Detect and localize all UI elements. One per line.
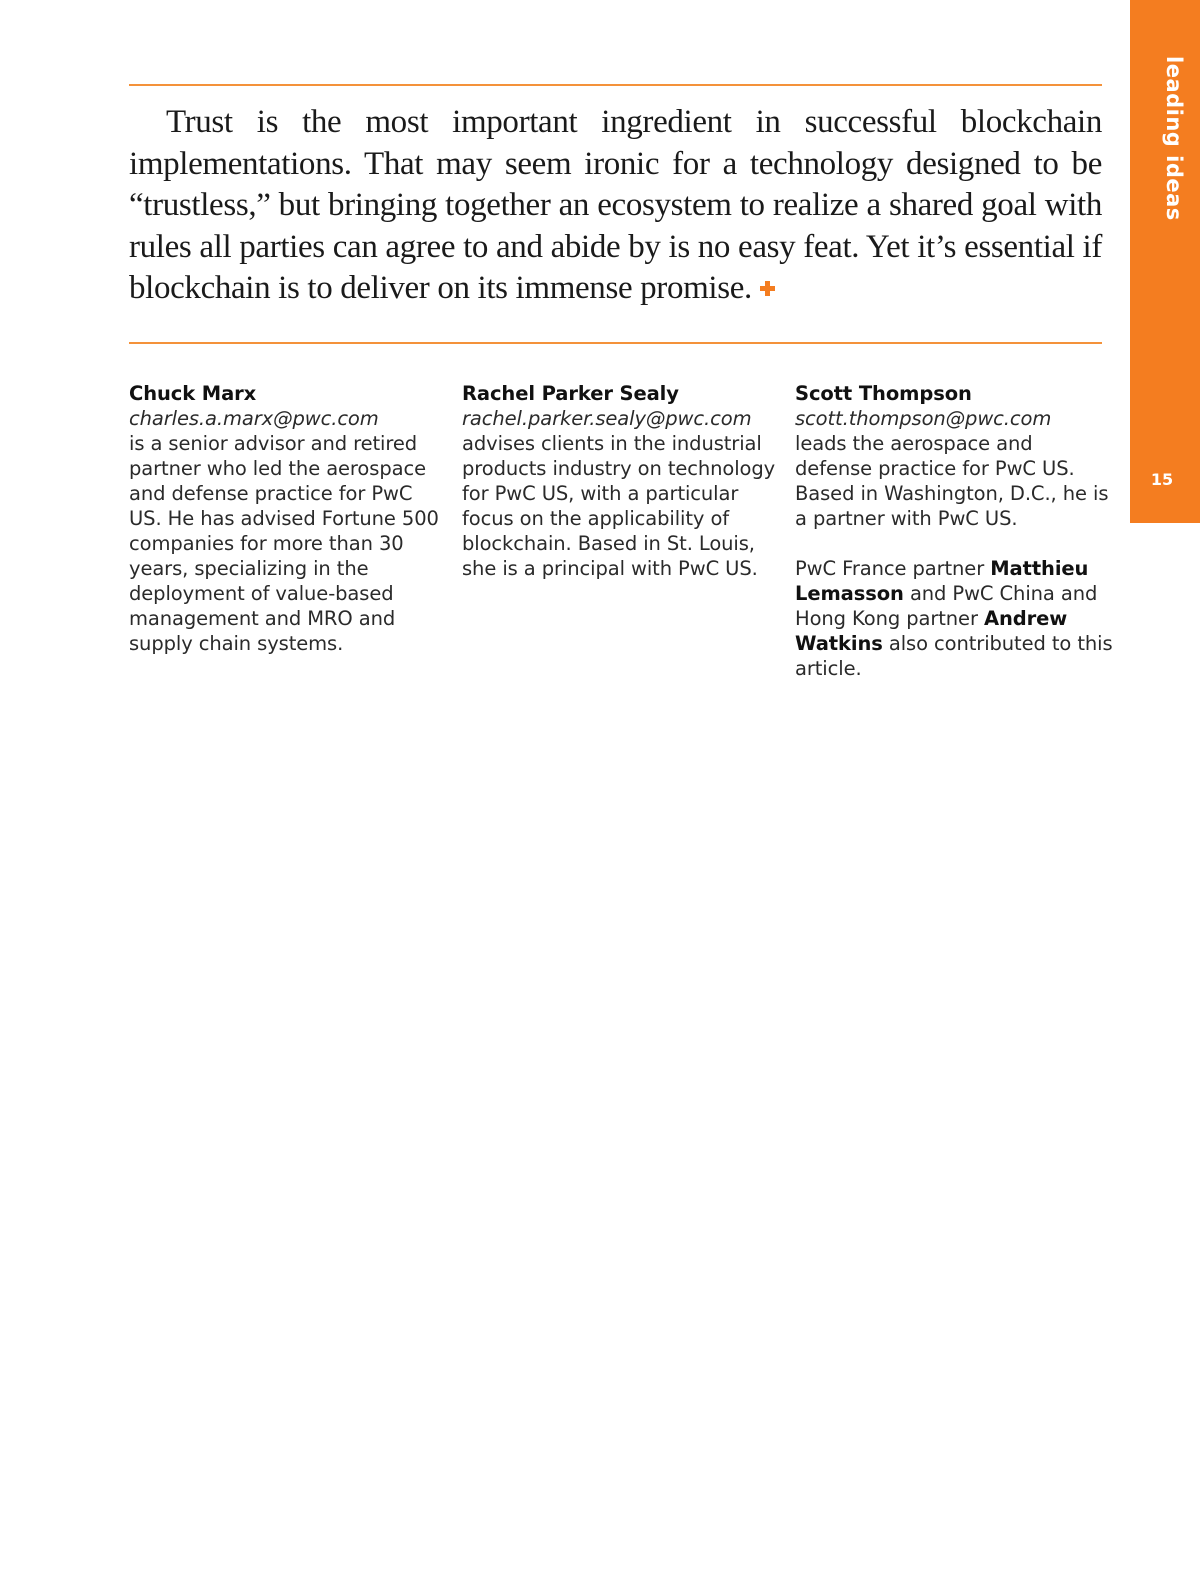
plus-icon <box>760 281 775 296</box>
author-description: is a senior advisor and retired partner who led the aerospace and defense practice for PwC US. He has advised Fortune 500 companies for more than 30 years, specializing in the deployment of value-based management and MRO and supply chain systems. <box>129 432 439 655</box>
section-title: leading ideas <box>1162 56 1186 221</box>
contributor-name: Matthieu Lemasson <box>795 557 1089 605</box>
top-divider <box>129 84 1102 86</box>
author-bio-chuck-marx <box>129 381 447 656</box>
bottom-divider <box>129 342 1102 344</box>
contributors-prefix: PwC France partner <box>795 557 985 580</box>
author-email[interactable]: rachel.parker.sealy@pwc.com <box>462 407 752 430</box>
page-number: 15 <box>1150 470 1174 489</box>
author-name: Scott Thompson <box>795 382 972 405</box>
author-description: leads the aerospace and defense practice for PwC US. Based in Washington, D.C., he is a partner with PwC US. <box>795 432 1109 530</box>
contributors-suffix: also contributed to this article. <box>795 632 1113 680</box>
contributor-name: Andrew Watkins <box>795 607 1068 655</box>
author-name: Rachel Parker Sealy <box>462 382 679 405</box>
author-description: advises clients in the industrial products industry on technology for PwC US, with a particular focus on the applicability of blockchain. Based in St. Louis, she is a principal with PwC US. <box>462 432 776 580</box>
author-name: Chuck Marx <box>129 382 257 405</box>
closing-text: Trust is the most important ingredient in successful blockchain implementations. That may seem ironic for a technology designed to be “trustless,” but bringing together an ecosystem to realize a shared goal with rules all parties can agree to and abide by is no easy feat. Yet it’s essential if blockchain is to deliver on its immense promise. <box>129 104 1102 306</box>
author-bio-scott-thompson <box>795 381 1113 681</box>
closing-paragraph <box>129 102 1102 310</box>
contributors-middle: and PwC China and Hong Kong partner <box>795 582 1098 630</box>
contributors-note <box>795 556 1113 681</box>
author-bio-rachel-parker-sealy <box>462 381 780 581</box>
author-email[interactable]: scott.thompson@pwc.com <box>795 407 1052 430</box>
author-email[interactable]: charles.a.marx@pwc.com <box>129 407 379 430</box>
